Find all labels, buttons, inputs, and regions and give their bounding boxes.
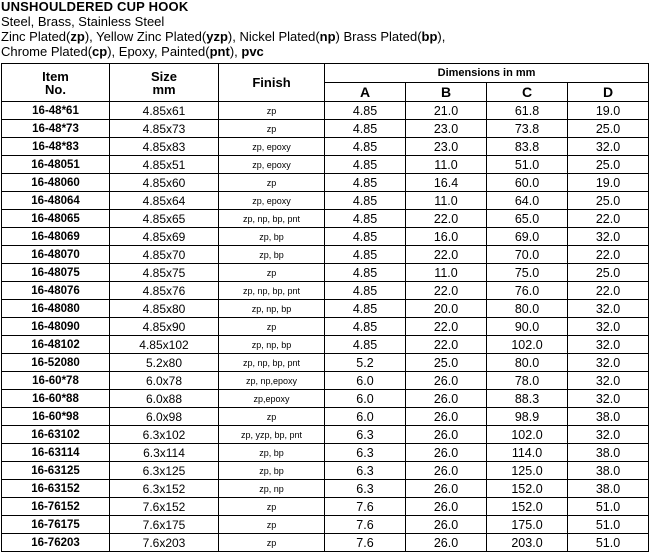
dim-b-cell: 26.0 xyxy=(406,534,487,552)
finish-text: ), Yellow Zinc Plated( xyxy=(84,29,207,44)
table-row xyxy=(2,192,649,210)
header-item-line2: No. xyxy=(45,81,66,97)
table-row xyxy=(2,336,649,354)
table-row xyxy=(2,354,649,372)
item-no-cell: 16-63125 xyxy=(2,462,110,480)
header-item xyxy=(2,64,110,102)
table-row xyxy=(2,318,649,336)
finish-cell: zp, np, bp xyxy=(219,300,325,318)
size-cell: 4.85x75 xyxy=(110,264,219,282)
finish-text: Chrome Plated( xyxy=(1,44,93,59)
dim-d-cell: 38.0 xyxy=(568,462,649,480)
table-row xyxy=(2,210,649,228)
finish-cell: zp xyxy=(219,174,325,192)
dim-d-cell: 32.0 xyxy=(568,354,649,372)
dim-a-cell: 4.85 xyxy=(325,228,406,246)
table-row xyxy=(2,426,649,444)
finish-cell: zp, np, bp xyxy=(219,336,325,354)
size-cell: 6.3x102 xyxy=(110,426,219,444)
finish-text: ), Epoxy, Painted( xyxy=(107,44,210,59)
dim-c-cell: 152.0 xyxy=(487,480,568,498)
dim-c-cell: 152.0 xyxy=(487,498,568,516)
size-cell: 4.85x73 xyxy=(110,120,219,138)
size-cell: 4.85x51 xyxy=(110,156,219,174)
dim-d-cell: 51.0 xyxy=(568,498,649,516)
table-row xyxy=(2,246,649,264)
size-cell: 4.85x83 xyxy=(110,138,219,156)
finish-cell: zp, np xyxy=(219,480,325,498)
dim-b-cell: 22.0 xyxy=(406,210,487,228)
dim-d-cell: 32.0 xyxy=(568,390,649,408)
item-no-cell: 16-48*61 xyxy=(2,102,110,120)
item-no-cell: 16-76152 xyxy=(2,498,110,516)
dim-c-cell: 75.0 xyxy=(487,264,568,282)
item-no-cell: 16-76203 xyxy=(2,534,110,552)
dim-a-cell: 4.85 xyxy=(325,300,406,318)
dim-d-cell: 32.0 xyxy=(568,372,649,390)
dim-d-cell: 19.0 xyxy=(568,102,649,120)
dim-c-cell: 102.0 xyxy=(487,426,568,444)
dim-c-cell: 203.0 xyxy=(487,534,568,552)
size-cell: 4.85x65 xyxy=(110,210,219,228)
size-cell: 4.85x102 xyxy=(110,336,219,354)
dim-c-cell: 80.0 xyxy=(487,354,568,372)
dim-d-cell: 38.0 xyxy=(568,444,649,462)
finish-cell: zp, epoxy xyxy=(219,156,325,174)
dim-b-cell: 11.0 xyxy=(406,156,487,174)
dim-a-cell: 4.85 xyxy=(325,120,406,138)
item-no-cell: 16-63114 xyxy=(2,444,110,462)
dim-c-cell: 90.0 xyxy=(487,318,568,336)
dim-a-cell: 4.85 xyxy=(325,138,406,156)
dim-c-cell: 65.0 xyxy=(487,210,568,228)
dim-b-cell: 16.4 xyxy=(406,174,487,192)
header-item-line1: Item xyxy=(42,68,69,84)
dim-b-cell: 26.0 xyxy=(406,444,487,462)
item-no-cell: 16-63102 xyxy=(2,426,110,444)
dim-b-cell: 11.0 xyxy=(406,264,487,282)
item-no-cell: 16-60*78 xyxy=(2,372,110,390)
dim-b-cell: 26.0 xyxy=(406,390,487,408)
table-row xyxy=(2,156,649,174)
dim-a-cell: 4.85 xyxy=(325,102,406,120)
header-dim-a: A xyxy=(325,83,406,102)
dim-a-cell: 4.85 xyxy=(325,282,406,300)
size-cell: 4.85x90 xyxy=(110,318,219,336)
item-no-cell: 16-48090 xyxy=(2,318,110,336)
finish-cell: zp xyxy=(219,516,325,534)
dim-b-cell: 11.0 xyxy=(406,192,487,210)
finish-cell: zp, np, bp, pnt xyxy=(219,210,325,228)
table-row xyxy=(2,390,649,408)
table-row xyxy=(2,300,649,318)
table-row xyxy=(2,264,649,282)
finish-cell: zp xyxy=(219,534,325,552)
dim-b-cell: 22.0 xyxy=(406,282,487,300)
dim-d-cell: 22.0 xyxy=(568,246,649,264)
dim-a-cell: 4.85 xyxy=(325,264,406,282)
dim-c-cell: 114.0 xyxy=(487,444,568,462)
dim-c-cell: 80.0 xyxy=(487,300,568,318)
dim-c-cell: 64.0 xyxy=(487,192,568,210)
item-no-cell: 16-76175 xyxy=(2,516,110,534)
finish-text: ), xyxy=(229,44,242,59)
dim-c-cell: 175.0 xyxy=(487,516,568,534)
dim-a-cell: 6.3 xyxy=(325,426,406,444)
item-no-cell: 16-48060 xyxy=(2,174,110,192)
dim-c-cell: 60.0 xyxy=(487,174,568,192)
dim-d-cell: 22.0 xyxy=(568,210,649,228)
finish-code: bp xyxy=(421,29,438,44)
finish-cell: zp, np, bp, pnt xyxy=(219,354,325,372)
size-cell: 4.85x69 xyxy=(110,228,219,246)
dim-a-cell: 4.85 xyxy=(325,156,406,174)
item-no-cell: 16-48069 xyxy=(2,228,110,246)
dim-c-cell: 78.0 xyxy=(487,372,568,390)
size-cell: 5.2x80 xyxy=(110,354,219,372)
size-cell: 6.0x88 xyxy=(110,390,219,408)
dim-b-cell: 26.0 xyxy=(406,480,487,498)
dim-b-cell: 23.0 xyxy=(406,138,487,156)
table-row xyxy=(2,228,649,246)
dim-a-cell: 6.3 xyxy=(325,480,406,498)
dim-d-cell: 25.0 xyxy=(568,120,649,138)
header-dim-d: D xyxy=(568,83,649,102)
header-size xyxy=(110,64,219,102)
dim-a-cell: 4.85 xyxy=(325,174,406,192)
dim-b-cell: 20.0 xyxy=(406,300,487,318)
table-row xyxy=(2,120,649,138)
dim-a-cell: 4.85 xyxy=(325,336,406,354)
size-cell: 7.6x203 xyxy=(110,534,219,552)
item-no-cell: 16-48076 xyxy=(2,282,110,300)
finish-cell: zp xyxy=(219,120,325,138)
dim-c-cell: 76.0 xyxy=(487,282,568,300)
dim-b-cell: 26.0 xyxy=(406,408,487,426)
finish-code: pnt xyxy=(209,44,230,59)
size-cell: 6.3x152 xyxy=(110,480,219,498)
header-dim-b: B xyxy=(406,83,487,102)
finish-cell: zp,epoxy xyxy=(219,390,325,408)
header-size-line2: mm xyxy=(152,81,176,97)
dim-c-cell: 88.3 xyxy=(487,390,568,408)
item-no-cell: 16-60*88 xyxy=(2,390,110,408)
dim-d-cell: 25.0 xyxy=(568,156,649,174)
dim-c-cell: 61.8 xyxy=(487,102,568,120)
dim-c-cell: 70.0 xyxy=(487,246,568,264)
finish-cell: zp, yzp, bp, pnt xyxy=(219,426,325,444)
size-cell: 4.85x80 xyxy=(110,300,219,318)
item-no-cell: 16-48051 xyxy=(2,156,110,174)
dim-b-cell: 26.0 xyxy=(406,372,487,390)
size-cell: 6.3x125 xyxy=(110,462,219,480)
finish-cell: zp, epoxy xyxy=(219,138,325,156)
finish-cell: zp, np, bp, pnt xyxy=(219,282,325,300)
dim-c-cell: 98.9 xyxy=(487,408,568,426)
dim-b-cell: 25.0 xyxy=(406,354,487,372)
item-no-cell: 16-48080 xyxy=(2,300,110,318)
finish-cell: zp, bp xyxy=(219,228,325,246)
finish-code: zp xyxy=(70,29,85,44)
size-cell: 4.85x70 xyxy=(110,246,219,264)
finish-cell: zp xyxy=(219,498,325,516)
page-title: UNSHOULDERED CUP HOOK xyxy=(1,0,189,14)
finish-cell: zp xyxy=(219,102,325,120)
dim-b-cell: 22.0 xyxy=(406,336,487,354)
item-no-cell: 16-48102 xyxy=(2,336,110,354)
dim-d-cell: 25.0 xyxy=(568,264,649,282)
finish-cell: zp xyxy=(219,264,325,282)
dim-a-cell: 4.85 xyxy=(325,192,406,210)
dim-d-cell: 38.0 xyxy=(568,480,649,498)
dim-c-cell: 102.0 xyxy=(487,336,568,354)
dim-b-cell: 26.0 xyxy=(406,498,487,516)
finish-cell: zp xyxy=(219,408,325,426)
size-cell: 7.6x152 xyxy=(110,498,219,516)
dim-d-cell: 32.0 xyxy=(568,426,649,444)
dim-b-cell: 21.0 xyxy=(406,102,487,120)
dim-c-cell: 125.0 xyxy=(487,462,568,480)
size-cell: 7.6x175 xyxy=(110,516,219,534)
finish-cell: zp, bp xyxy=(219,444,325,462)
table-row xyxy=(2,138,649,156)
dim-a-cell: 7.6 xyxy=(325,534,406,552)
dim-c-cell: 83.8 xyxy=(487,138,568,156)
item-no-cell: 16-48070 xyxy=(2,246,110,264)
size-cell: 6.0x98 xyxy=(110,408,219,426)
item-no-cell: 16-48*73 xyxy=(2,120,110,138)
dim-a-cell: 7.6 xyxy=(325,498,406,516)
item-no-cell: 16-48065 xyxy=(2,210,110,228)
table-row xyxy=(2,102,649,120)
table-row xyxy=(2,516,649,534)
finish-cell: zp, np,epoxy xyxy=(219,372,325,390)
finishes-line-2 xyxy=(1,44,264,59)
size-cell: 6.0x78 xyxy=(110,372,219,390)
dim-d-cell: 32.0 xyxy=(568,318,649,336)
finish-cell: zp, bp xyxy=(219,462,325,480)
item-no-cell: 16-52080 xyxy=(2,354,110,372)
header-finish: Finish xyxy=(219,64,325,102)
finish-cell: zp xyxy=(219,318,325,336)
dim-a-cell: 5.2 xyxy=(325,354,406,372)
dim-a-cell: 4.85 xyxy=(325,246,406,264)
finish-code: np xyxy=(319,29,336,44)
dim-d-cell: 32.0 xyxy=(568,138,649,156)
header-dimensions: Dimensions in mm xyxy=(325,64,649,83)
size-cell: 4.85x76 xyxy=(110,282,219,300)
item-no-cell: 16-48*83 xyxy=(2,138,110,156)
dim-d-cell: 32.0 xyxy=(568,336,649,354)
finish-code: yzp xyxy=(206,29,228,44)
dim-c-cell: 73.8 xyxy=(487,120,568,138)
dim-a-cell: 4.85 xyxy=(325,210,406,228)
dim-d-cell: 25.0 xyxy=(568,192,649,210)
dim-b-cell: 26.0 xyxy=(406,426,487,444)
finish-cell: zp, bp xyxy=(219,246,325,264)
table-row xyxy=(2,444,649,462)
dim-a-cell: 6.0 xyxy=(325,408,406,426)
size-cell: 4.85x64 xyxy=(110,192,219,210)
dim-d-cell: 51.0 xyxy=(568,516,649,534)
dim-d-cell: 38.0 xyxy=(568,408,649,426)
finish-text: ), Nickel Plated( xyxy=(227,29,320,44)
dim-d-cell: 32.0 xyxy=(568,300,649,318)
size-cell: 4.85x60 xyxy=(110,174,219,192)
table-row xyxy=(2,462,649,480)
dim-a-cell: 4.85 xyxy=(325,318,406,336)
dim-a-cell: 6.0 xyxy=(325,390,406,408)
finish-text: ) Brass Plated( xyxy=(335,29,422,44)
dim-d-cell: 19.0 xyxy=(568,174,649,192)
dim-a-cell: 6.3 xyxy=(325,462,406,480)
finish-text: ), xyxy=(437,29,446,44)
table-row xyxy=(2,174,649,192)
finish-code: cp xyxy=(92,44,108,59)
product-table xyxy=(1,63,649,552)
size-cell: 6.3x114 xyxy=(110,444,219,462)
dim-b-cell: 26.0 xyxy=(406,462,487,480)
dim-d-cell: 32.0 xyxy=(568,228,649,246)
header-size-line1: Size xyxy=(150,68,177,84)
size-cell: 4.85x61 xyxy=(110,102,219,120)
item-no-cell: 16-48075 xyxy=(2,264,110,282)
finish-code: pvc xyxy=(241,44,264,59)
dim-b-cell: 23.0 xyxy=(406,120,487,138)
dim-c-cell: 69.0 xyxy=(487,228,568,246)
dim-c-cell: 51.0 xyxy=(487,156,568,174)
table-row xyxy=(2,498,649,516)
table-row xyxy=(2,480,649,498)
header-dim-c: C xyxy=(487,83,568,102)
item-no-cell: 16-63152 xyxy=(2,480,110,498)
finish-text: Zinc Plated( xyxy=(1,29,71,44)
dim-b-cell: 22.0 xyxy=(406,318,487,336)
dim-a-cell: 6.0 xyxy=(325,372,406,390)
table-row xyxy=(2,372,649,390)
finish-cell: zp, epoxy xyxy=(219,192,325,210)
table-body xyxy=(2,102,649,552)
dim-b-cell: 22.0 xyxy=(406,246,487,264)
item-no-cell: 16-60*98 xyxy=(2,408,110,426)
table-row xyxy=(2,408,649,426)
dim-b-cell: 26.0 xyxy=(406,516,487,534)
materials-line: Steel, Brass, Stainless Steel xyxy=(1,14,165,29)
dim-b-cell: 16.0 xyxy=(406,228,487,246)
dim-a-cell: 7.6 xyxy=(325,516,406,534)
dim-a-cell: 6.3 xyxy=(325,444,406,462)
dim-d-cell: 51.0 xyxy=(568,534,649,552)
item-no-cell: 16-48064 xyxy=(2,192,110,210)
table-row xyxy=(2,282,649,300)
finishes-line-1 xyxy=(1,29,445,44)
dim-d-cell: 22.0 xyxy=(568,282,649,300)
